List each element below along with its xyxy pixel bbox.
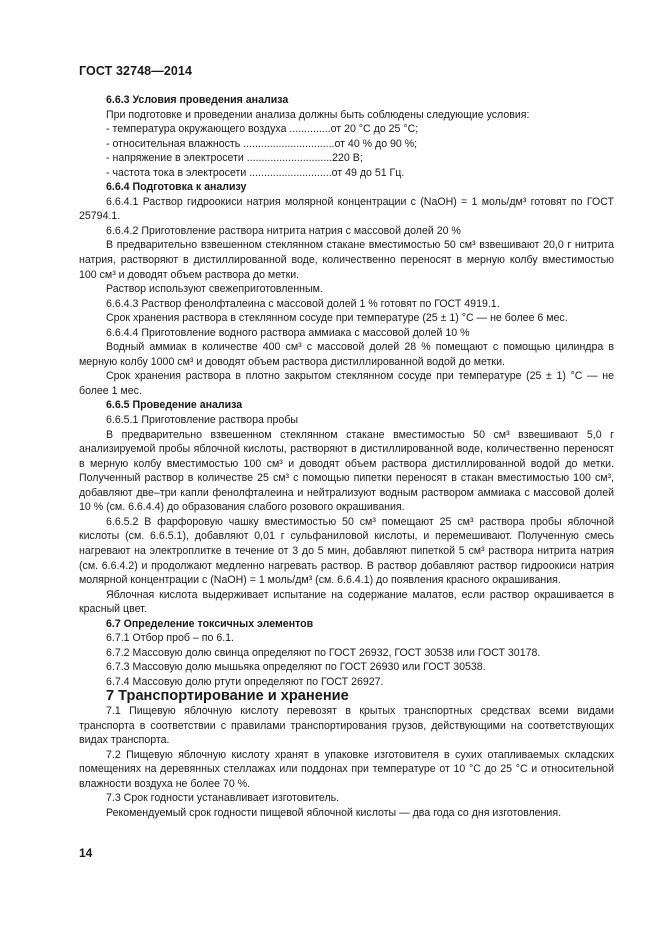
paragraph: В предварительно взвешенном стеклянном стакане вместимостью 50 см³ взвешивают 5,0 г анализируемой пробы яблочной кислоты, растворяют в дистиллированной воде, количественно переносят в мерную колбу вместимостью 100 см³ и доводят объем раствора дистиллированной водой до метки. Полученный раствор в количестве 25 см³ с помощью пипетки переносят в стакан вместимостью 100 см³, добавляют две–три капли фенолфталеина и нейтрализуют водным раствором аммиака с массовой долей 10 % (см. 6.6.4.4) до образования слабого розового окрашивания. xyxy=(79,428,614,514)
paragraph: Срок хранения раствора в плотно закрытом стеклянном сосуде при температуре (25 ± 1) °С — не более 1 мес. xyxy=(79,370,614,397)
paragraph: 7.3 Срок годности устанавливает изготовитель. xyxy=(106,792,340,805)
paragraph: 6.7.3 Массовую долю мышьяка определяют по ГОСТ 26930 или ГОСТ 30538. xyxy=(106,661,486,674)
paragraph: 7.2 Пищевую яблочную кислоту хранят в упаковке изготовителя в сухих отапливаемых складских помещениях на деревянных стеллажах или поддонах при температуре от 10 °С до 25 °С и относительной влажности воздуха не более 70 %. xyxy=(79,748,614,790)
paragraph: Срок хранения раствора в стеклянном сосуде при температуре (25 ± 1) °С — не более 6 мес. xyxy=(106,312,568,325)
condition-item: - температура окружающего воздуха ..............от 20 °С до 25 °С; xyxy=(106,123,419,136)
page-content xyxy=(79,93,614,820)
heading-6-7: 6.7 Определение токсичных элементов xyxy=(106,617,314,630)
paragraph: 6.7.4 Массовую долю ртути определяют по ГОСТ 26927. xyxy=(106,675,384,688)
paragraph: 7.1 Пищевую яблочную кислоту перевозят в крытых транспортных средствах всеми видами транспорта в соответствии с правилами транспортирования грузов, действующими на соответствующих видах транспорта. xyxy=(79,704,614,747)
heading-6-6-5: 6.6.5 Проведение анализа xyxy=(106,399,243,412)
paragraph: 6.6.4.4 Приготовление водного раствора аммиака с массовой долей 10 % xyxy=(106,326,470,339)
paragraph: 6.6.4.2 Приготовление раствора нитрита натрия с массовой долей 20 % xyxy=(106,224,461,237)
paragraph: 6.6.4.1 Раствор гидроокиси натрия молярной концентрации c (NaOH) = 1 моль/дм³ готовят по ГОСТ 25794.1. xyxy=(79,195,614,223)
paragraph: 6.6.4.3 Раствор фенолфталеина с массовой долей 1 % готовят по ГОСТ 4919.1. xyxy=(106,297,500,310)
paragraph: При подготовке и проведении анализа должны быть соблюдены следующие условия: xyxy=(106,108,530,121)
paragraph: Водный аммиак в количестве 400 см³ с массовой долей 28 % помещают с помощью цилиндра в мерную колбу 1000 см³ и доводят объем раствора дистиллированной водой до метки. xyxy=(79,341,614,368)
condition-item: - напряжение в электросети .............................220 В; xyxy=(106,152,363,165)
paragraph: Раствор используют свежеприготовленным. xyxy=(106,283,323,296)
condition-item: - относительная влажность ...............................от 40 % до 90 %; xyxy=(106,137,418,150)
heading-6-6-4: 6.6.4 Подготовка к анализу xyxy=(106,181,247,194)
page-number: 14 xyxy=(79,846,93,860)
section-heading-7: 7 Транспортирование и хранение xyxy=(106,688,349,705)
paragraph: 6.7.2 Массовую долю свинца определяют по ГОСТ 26932, ГОСТ 30538 или ГОСТ 30178. xyxy=(106,646,541,659)
paragraph: 6.6.5.2 В фарфоровую чашку вместимостью 50 см³ помещают 25 см³ раствора пробы яблочной кислоты (см. 6.6.5.1), добавляют 0,01 г сульфаниловой кислоты, и перемешивают. Полученную смесь нагревают на электроплитке в течение от 3 до 5 мин, добавляют пипеткой 5 см³ раствора нитрита натрия (см. 6.6.4.2) и продолжают медленно нагревать раствор. В раствор добавляют раствор гидроокиси натрия молярной концентрации c (NaOH) = 1 моль/дм³ (см. 6.6.4.1) до появления красного окрашивания. xyxy=(79,515,614,587)
paragraph: Рекомендуемый срок годности пищевой яблочной кислоты — два года со дня изготовления. xyxy=(106,806,562,819)
paragraph: 6.7.1 Отбор проб – по 6.1. xyxy=(106,632,234,645)
paragraph: Яблочная кислота выдерживает испытание на содержание малатов, если раствор окрашивается в красный цвет. xyxy=(79,588,614,616)
paragraph: 6.6.5.1 Приготовление раствора пробы xyxy=(106,414,299,427)
standard-header: ГОСТ 32748—2014 xyxy=(79,64,193,78)
heading-6-6-3: 6.6.3 Условия проведения анализа xyxy=(106,94,289,106)
condition-item: - частота тока в электросети ............................от 49 до 51 Гц. xyxy=(106,166,405,179)
paragraph: В предварительно взвешенном стеклянном стакане вместимостью 50 см³ взвешивают 20,0 г нитрита натрия, растворяют в дистиллированной воде, количественно переносят в мерную колбу вместимостью 100 см³ и доводят объем раствора до метки. xyxy=(79,239,614,281)
